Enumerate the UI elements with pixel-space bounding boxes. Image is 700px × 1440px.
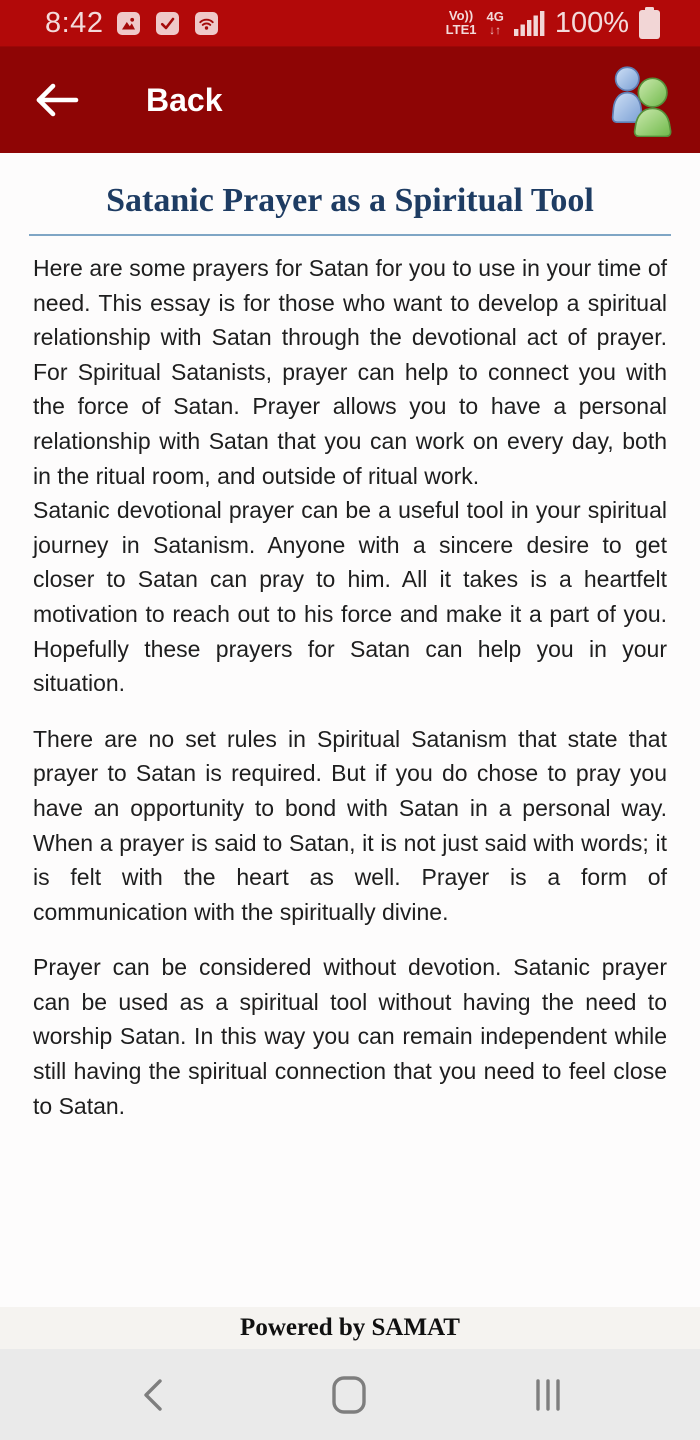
gallery-image-icon (117, 12, 140, 35)
battery-full-icon (639, 7, 660, 39)
network-type-indicator (486, 10, 503, 36)
app-bar-title: Back (146, 81, 223, 118)
nav-recent-apps-button[interactable] (508, 1355, 588, 1435)
android-nav-bar (0, 1349, 700, 1440)
data-activity-arrows-icon: ↓↑ (489, 23, 502, 37)
volte-label: Vo)) (448, 8, 474, 23)
wifi-notification-icon (195, 12, 218, 35)
article-paragraph: Prayer can be considered without devotion. Satanic prayer can be used as a spiritual tool without having the need to worship Satan. In this way you can remain independent while still having the spiritual connection that you need to feel close to Satan. (33, 954, 667, 1119)
nav-back-chevron-icon (141, 1378, 165, 1412)
status-time: 8:42 (45, 6, 104, 39)
lte-label: LTE1 (445, 22, 477, 37)
signal-strength-icon (514, 10, 545, 36)
checkbox-icon (156, 12, 179, 35)
nav-home-button[interactable] (309, 1355, 389, 1435)
status-bar (0, 0, 700, 47)
article-paragraph: There are no set rules in Spiritual Satanism that state that prayer to Satan is required. But if you do chose to pray you have an opportunity to bond with Satan in a personal way. When a prayer is said to Satan, it is not just said with words; it is felt with the heart as well. Prayer is a form of communication with the spiritually divine. (33, 725, 667, 925)
article-paragraph: Satanic devotional prayer can be a useful tool in your spiritual journey in Satanism. Anyone with a sincere desire to get closer to Satan can pray to him. All it takes is a heartfelt motivation to reach out to his force and make it a part of you. Hopefully these prayers for Satan can help you in your situation. (33, 497, 667, 697)
article-content (0, 153, 700, 1307)
buddies-contacts-icon[interactable] (606, 63, 676, 137)
battery-percent: 100% (554, 6, 629, 39)
nav-back-button[interactable] (113, 1355, 193, 1435)
app-bar (0, 47, 700, 153)
back-button[interactable] (32, 80, 80, 120)
back-arrow-icon (32, 80, 80, 120)
network-type-label: 4G (486, 9, 504, 24)
volte-indicator (446, 9, 477, 37)
article-paragraph: Here are some prayers for Satan for you to use in your time of need. This essay is for those who want to develop a spiritual relationship with Satan through the devotional act of prayer. For Spiritual Satanists, prayer can help to connect you with the force of Satan. Prayer allows you to have a personal relationship with Satan that you can work on every day, both in the ritual room, and outside of ritual work. (33, 255, 667, 489)
powered-by-label: Powered by SAMAT (240, 1314, 460, 1341)
article-title: Satanic Prayer as a Spiritual Tool (106, 182, 594, 219)
status-right-cluster (446, 7, 660, 40)
nav-home-icon (332, 1376, 366, 1414)
footer-strip (0, 1307, 700, 1349)
notification-icons (117, 12, 218, 35)
nav-recent-apps-icon (535, 1379, 561, 1411)
title-underline (29, 234, 671, 236)
